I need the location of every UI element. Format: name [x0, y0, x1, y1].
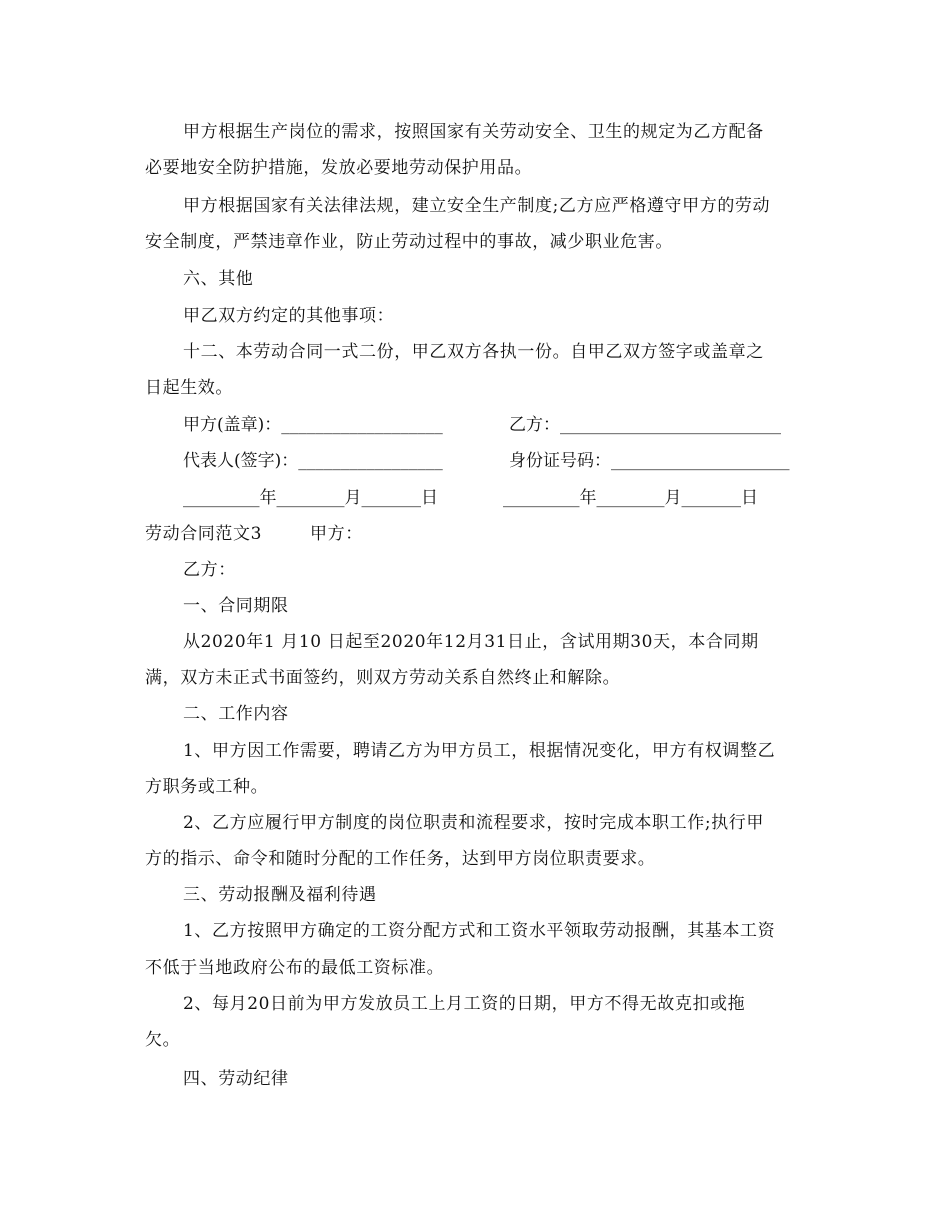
paragraph-line: 十二、本劳动合同一式二份，甲乙双方各执一份。自甲乙双方签字或盖章之	[183, 342, 764, 362]
section-heading: 二、工作内容	[183, 704, 289, 724]
id-number-field: 身份证号码：_____________________	[509, 451, 790, 471]
template-party-b: 乙方：	[183, 560, 236, 580]
paragraph-line: 2、每月20日前为甲方发放员工上月工资的日期，甲方不得无故克扣或拖	[183, 994, 746, 1014]
paragraph-line: 安全制度，严禁违章作业，防止劳动过程中的事故，减少职业危害。	[145, 232, 673, 252]
party-b-field: 乙方：__________________________	[509, 415, 781, 435]
representative-signature-field: 代表人(签字)：_________________	[183, 451, 443, 471]
paragraph-line: 欠。	[145, 1030, 181, 1050]
paragraph-line: 从2020年1 月10 日起至2020年12月31日止，含试用期30天，本合同期	[183, 632, 759, 652]
paragraph-line: 2、乙方应履行甲方制度的岗位职责和流程要求，按时完成本职工作;执行甲	[183, 813, 764, 833]
paragraph-line: 日起生效。	[145, 378, 233, 398]
paragraph-line: 必要地安全防护措施，发放必要地劳动保护用品。	[145, 158, 533, 178]
section-heading: 四、劳动纪律	[183, 1069, 289, 1089]
section-heading: 三、劳动报酬及福利待遇	[183, 885, 377, 905]
paragraph-line: 不低于当地政府公布的最低工资标准。	[145, 958, 445, 978]
section-heading: 六、其他	[183, 269, 254, 289]
date-field-a: _________年________月_______日	[183, 488, 438, 508]
paragraph-line: 方职务或工种。	[145, 777, 269, 797]
paragraph-line: 甲方根据生产岗位的需求，按照国家有关劳动安全、卫生的规定为乙方配备	[183, 122, 764, 142]
paragraph-line: 方的指示、命令和随时分配的工作任务，达到甲方岗位职责要求。	[145, 849, 656, 869]
template-title: 劳动合同范文3	[145, 524, 263, 544]
paragraph-line: 甲方根据国家有关法律法规，建立安全生产制度;乙方应严格遵守甲方的劳动	[183, 196, 771, 216]
date-field-b: _________年________月_______日	[503, 488, 758, 508]
template-party-a: 甲方：	[310, 524, 363, 544]
party-a-seal-field: 甲方(盖章)：___________________	[183, 415, 443, 435]
section-heading: 一、合同期限	[183, 596, 289, 616]
paragraph-line: 1、甲方因工作需要，聘请乙方为甲方员工，根据情况变化，甲方有权调整乙	[183, 741, 776, 761]
paragraph-line: 甲乙双方约定的其他事项：	[183, 306, 395, 326]
paragraph-line: 1、乙方按照甲方确定的工资分配方式和工资水平领取劳动报酬，其基本工资	[183, 921, 776, 941]
paragraph-line: 满，双方未正式书面签约，则双方劳动关系自然终止和解除。	[145, 668, 621, 688]
